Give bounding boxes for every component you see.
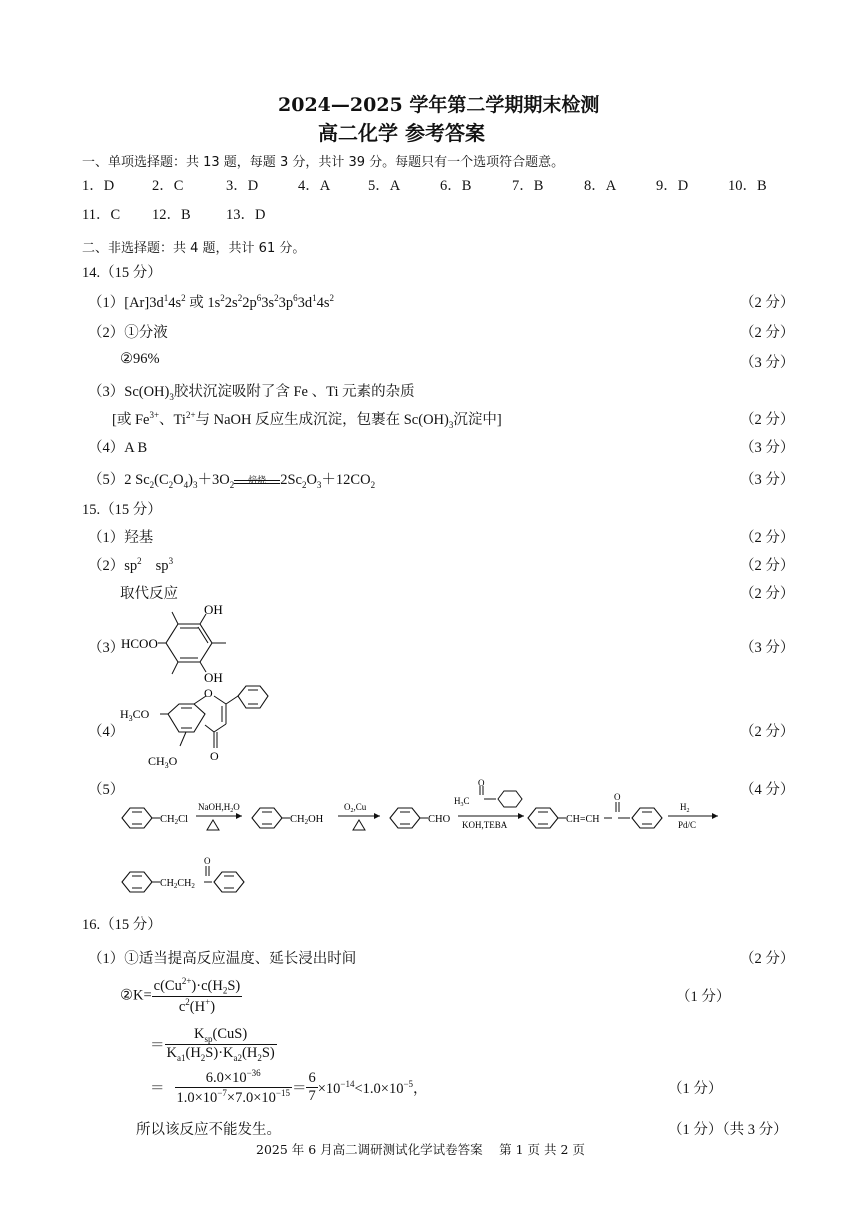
text: c(Cu [153,977,182,994]
arrow-head [236,813,242,819]
q16-conclusion: 所以该反应不能发生。 [136,1122,281,1138]
score: （2 分） [740,558,795,574]
sub: 2 [173,882,178,890]
answer-item: 4．A [298,178,331,194]
sup: 2 [237,293,243,304]
sup: 2 [181,293,186,304]
sup: 1 [163,293,169,304]
sub: 2 [304,818,309,826]
sub: 2 [222,985,228,996]
numerator: 6 [308,1069,316,1086]
text: 胶状沉淀吸附了含 Fe 、Ti 元素的杂质 [173,384,415,400]
sub: 2 [200,1052,206,1063]
ring-o-label: O [204,686,213,700]
score: （3 分） [740,640,795,656]
text: c [178,998,186,1015]
carbonyl-o: O [210,749,219,763]
heat-triangle [207,820,219,830]
text: 、Ti [159,412,186,428]
text: CH [148,754,165,768]
sup: 2 [274,293,279,304]
benzene-ring [390,808,420,828]
text: ×10 [317,1080,341,1097]
carbonyl-o: O [614,792,621,802]
sub: 2 [191,882,195,890]
fraction [152,976,243,1016]
sup: 2+ [185,410,196,421]
sup: 1 [312,293,317,304]
sub: 2 [230,808,234,814]
arrow-head [712,813,718,819]
sub: 2 [229,479,235,490]
sub: 2 [174,818,179,826]
text: Cl [178,814,189,825]
text: 2Sc [280,472,302,488]
sub: 2 [686,808,690,814]
carbonyl-o: O [204,856,211,866]
sub: 2 [168,479,174,490]
bond [214,724,226,732]
sub: 3 [164,761,169,770]
benzene-ring [166,624,212,662]
score: （3 分） [740,472,795,488]
text: NaOH,H [198,802,231,812]
benzene-ring [122,872,152,892]
text: O [306,472,317,488]
q15-part3-structure [118,600,238,684]
sub: sp [204,1033,213,1044]
q15-part4-structure [118,680,278,772]
q14-part3b [112,408,502,430]
fraction [306,1070,317,1105]
score: （2 分） [740,295,795,311]
score: （3 分） [740,440,795,456]
q15-label: 15.（15 分） [82,502,162,518]
q14-label: 14.（15 分） [82,265,162,281]
q15-part4-num: （4） [88,724,125,740]
numerator [152,976,243,997]
score: （2 分） [740,586,795,602]
sup: 2 [137,556,142,567]
score: （3 分） [740,355,795,371]
text: 3s [261,295,275,311]
text: 1.0×10 [176,1089,218,1106]
k-label: ②K= [120,987,152,1004]
text: 沉淀中] [453,412,502,428]
benzene-ring [632,808,662,828]
sub: 3 [192,479,198,490]
arrow3-condition: KOH,TEBA [462,820,508,830]
methyl-bond [172,612,178,624]
text: ①分液 [124,325,168,341]
acetophenone-label [454,796,470,808]
answer-item: 1．D [82,178,115,194]
score: （2 分） [740,530,795,546]
text: K [166,1044,177,1061]
ch2cl-label [160,814,188,826]
q14-part1 [88,291,334,312]
sup: −15 [275,1087,290,1098]
part-number: （4） [88,440,125,456]
sup: −5 [403,1079,414,1089]
score: （1 分） [676,989,731,1005]
text: H [680,802,687,812]
q15-part5-num: （5） [88,782,125,798]
text: 1s [207,295,221,311]
exam-subtitle: 高二化学 参考答案 [318,121,485,145]
fraction [175,1068,292,1107]
text: 6.0×10 [205,1069,247,1086]
score: （2 分） [740,724,795,740]
denominator: 7 [308,1087,316,1104]
text: (CuS) [212,1026,248,1042]
sub: 2 [350,808,354,814]
q15-part1 [88,526,153,547]
sub: 3 [128,714,133,723]
text: (H [189,998,206,1015]
benzene-ring [214,872,244,892]
text: ) [210,998,216,1015]
text: <1.0×10 [354,1080,404,1097]
text: H [120,707,129,721]
sub: 3 [448,419,454,430]
text: 2 Sc [124,472,150,488]
arrow2-condition [344,802,367,814]
text: O [173,472,184,488]
text: [或 Fe [112,412,150,428]
sub: 3 [316,479,322,490]
sub: 2 [149,479,155,490]
pdc-label: Pd/C [678,820,697,830]
chch-label: CH=CH [566,814,600,825]
q14-part2b: ②96% [120,351,160,367]
text: (C [154,472,169,488]
text: CH [160,814,175,825]
sup: 6 [293,293,298,304]
text: C [463,796,470,806]
k-expression-2 [150,1026,277,1063]
answer-item: 11．C [82,207,121,223]
benzene-ring [122,808,152,828]
text: CH [160,878,174,889]
sub: 3 [169,391,174,402]
page-footer: 2025 年 6 月高二调研测试化学试卷答案 第 1 页 共 2 页 [256,1142,585,1157]
text: ＋3O [197,472,230,488]
q15-part2b: 取代反应 [120,586,178,602]
score: （2 分） [740,325,795,341]
sup: 3+ [149,410,160,421]
sup: −14 [340,1079,355,1089]
text: )·c(H [191,977,223,994]
equals: ＝ [150,1080,165,1097]
answer-item: 5．A [368,178,401,194]
text: K [194,1026,205,1042]
text: (H [242,1044,258,1061]
answer-item: 3．D [226,178,259,194]
text: 羟基 [124,530,154,546]
section1-heading: 一、单项选择题：共 13 题，每题 3 分，共计 39 分。每题只有一个选项符合题意。 [82,155,565,170]
sup: 2 [185,996,190,1007]
h3co-label [120,707,150,723]
text: (H [185,1044,201,1061]
ch2ch2-label [160,878,195,890]
denominator [165,1045,277,1063]
bond [180,732,186,746]
text: sp [124,558,138,574]
denominator [152,997,243,1016]
answer-item: 2．C [152,178,184,194]
sup: 3 [168,556,174,567]
sup: 6 [256,293,262,304]
sup: 2 [220,293,225,304]
score: （1 分） [668,1081,723,1097]
fraction [165,1026,277,1063]
equals: ＝ [291,1080,307,1097]
oh-label: OH [204,602,223,617]
numerator [175,1068,292,1088]
answer-item: 13．D [226,207,266,223]
text: S)·K [205,1044,234,1061]
text: S) [227,977,241,994]
answer-item: 7．B [512,178,544,194]
answer-item: 9．D [656,178,689,194]
text: 4s [316,295,330,311]
text: CH [177,878,192,889]
sub: 2 [301,479,307,490]
text: [Ar]3d [124,295,164,311]
score: （2 分） [740,951,795,967]
carbonyl-o: O [478,778,485,788]
bond [205,725,214,732]
ch3o-label [148,754,178,770]
bond [214,696,226,704]
sup: −7 [217,1087,227,1098]
q15-part2 [88,554,173,575]
q14-part3 [88,380,415,402]
text: ,Cu [353,802,367,812]
text: ) [188,472,193,488]
arrow-head [518,813,524,819]
equals: ＝ [150,1037,165,1054]
k-expression-1 [120,976,242,1016]
part-number: （1） [88,295,125,311]
sub: 2 [257,1052,262,1063]
text: O [168,754,178,768]
text: sp [155,558,169,574]
text: 3d [297,295,313,311]
answer-item: 10．B [728,178,767,194]
oh-label: OH [204,670,223,684]
sup: −36 [246,1068,261,1078]
hcoo-label: HCOO [121,636,158,651]
part-number: （2） [88,325,125,341]
benzene-ring [252,808,282,828]
text: OH [308,814,324,825]
score: （4 分） [740,782,795,798]
benzene-ring [528,808,558,828]
score: （2 分） [740,412,795,428]
exam-title: 2024—2025 学年第二学期期末检测 [278,94,600,116]
score: （1 分）（共 3 分） [668,1122,788,1138]
text: O [344,802,351,812]
sub: a2 [233,1052,242,1063]
h2-label [680,802,690,814]
part-number: （3） [88,384,125,400]
arrow1-condition [198,802,240,814]
benzene-ring [498,791,522,807]
part-number: （1） [88,530,125,546]
tail [318,1081,428,1097]
text: CH [290,814,305,825]
ch2oh-label [290,814,324,826]
sub: a1 [176,1052,186,1063]
text: ×7.0×10 [226,1089,276,1106]
q16-label: 16.（15 分） [82,917,162,933]
text: CO [132,707,150,721]
text: 4s [168,295,182,311]
q15-part5-route [110,778,730,908]
cho-label: CHO [428,814,451,825]
q16-part1 [88,947,356,968]
methyl-bond [172,662,178,674]
sup: 2 [329,293,334,304]
heat-triangle [353,820,365,830]
text: 2p [242,295,257,311]
text: A B [124,440,148,456]
denominator [175,1088,292,1107]
arrow-head [374,813,380,819]
q14-part4 [88,436,147,457]
answer-item: 6．B [440,178,472,194]
text: ＋12CO [321,472,371,488]
sup: + [205,996,211,1007]
text: ， [413,1080,428,1097]
sub: 2 [370,479,376,490]
sup: 2+ [181,976,192,986]
sub: 4 [183,479,189,490]
k-expression-3 [150,1068,428,1107]
phenyl-ring [238,686,268,708]
part-number: （5） [88,472,125,488]
text: H [454,796,461,806]
answer-item: 12．B [152,207,191,223]
text: O [233,802,240,812]
text: 3p [278,295,294,311]
text: 与 NaOH 反应生成沉淀，包裹在 Sc(OH) [195,412,449,428]
text: ①适当提高反应温度、延长浸出时间 [124,951,357,967]
section2-heading: 二、非选择题：共 4 题，共计 61 分。 [82,241,306,256]
sub: 3 [460,802,464,808]
q14-part5 [88,468,375,490]
bond [226,696,238,704]
answer-item: 8．A [584,178,617,194]
text: S) [261,1044,275,1061]
q15-part3-num: （3） [88,640,125,656]
numerator [165,1026,277,1045]
text: Sc(OH) [124,384,170,400]
condition-text: 焙烧 [248,475,267,485]
text: 2s [224,295,238,311]
part-number: （2） [88,558,125,574]
part-number: （1） [88,951,125,967]
q14-part2 [88,321,168,342]
text: 或 [185,295,208,311]
